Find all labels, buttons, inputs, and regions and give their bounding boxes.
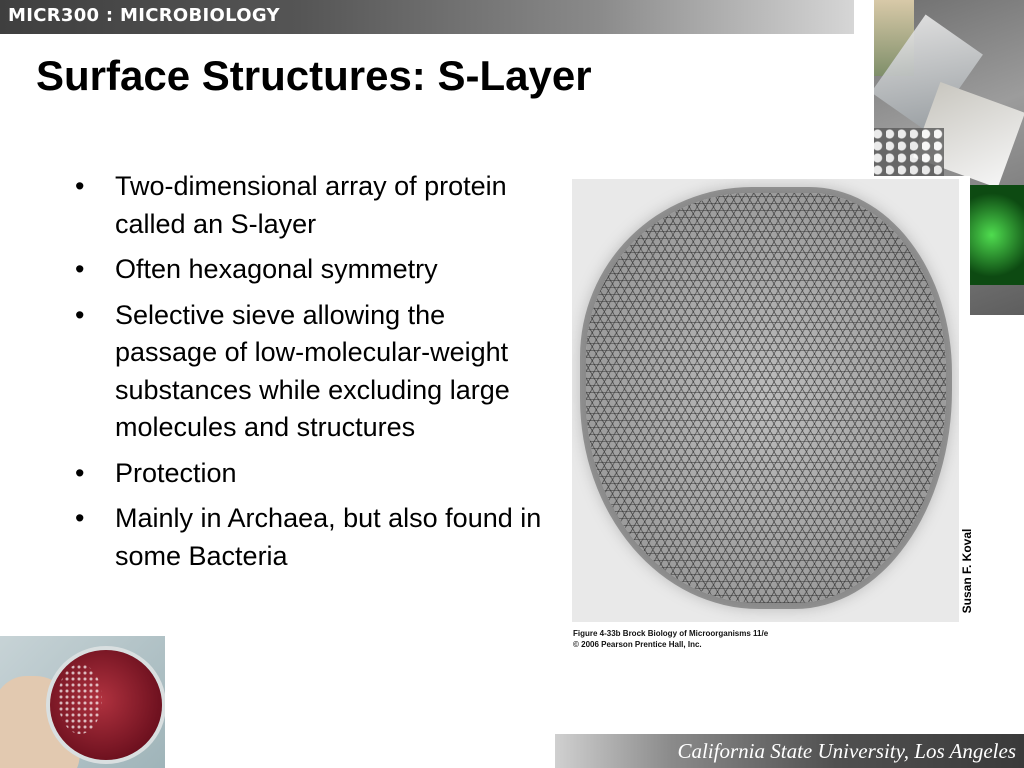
bullet-marker: • (75, 503, 85, 533)
photo-credit (954, 526, 980, 626)
photo-credit-text: Susan F. Koval (960, 528, 974, 614)
caption-line: Figure 4-33b Brock Biology of Microorganisms 11/e (573, 629, 769, 638)
bullet-text: Often hexagonal symmetry (115, 254, 438, 284)
slide-title: Surface Structures: S-Layer (36, 52, 592, 99)
bullet-text: Protection (115, 457, 237, 488)
fluorescence-photo (970, 185, 1024, 285)
bullet-list (72, 168, 542, 583)
bullet-text: Selective sieve allowing the passage of low-molecular-weight substances while excluding large molecules and structures (115, 299, 510, 442)
bullet-text: Two-dimensional array of protein called an S-layer (115, 171, 507, 239)
bullet-text: Mainly in Archaea, but also found in some Bacteria (115, 503, 542, 571)
bullet-item (72, 297, 542, 447)
footer-bar (555, 734, 1024, 768)
colony-streak (58, 664, 102, 734)
bullet-marker: • (75, 457, 85, 488)
caption-line: © 2006 Pearson Prentice Hall, Inc. (573, 640, 702, 649)
s-layer-lattice (586, 193, 946, 603)
bullet-marker: • (75, 254, 85, 284)
bullet-item (72, 500, 542, 575)
course-header-bar (0, 0, 854, 34)
bullet-marker: • (75, 171, 85, 201)
institution-name: California State University, Los Angeles (677, 739, 1016, 763)
figure-caption (573, 628, 873, 650)
bullet-item (72, 251, 542, 289)
bullet-item (72, 168, 542, 243)
bullet-marker: • (75, 299, 85, 330)
s-layer-micrograph (572, 179, 959, 622)
course-title: MICR300 : MICROBIOLOGY (8, 5, 280, 26)
petri-dish-photo (0, 636, 165, 768)
cells-photo (874, 128, 944, 176)
bullet-item (72, 455, 542, 493)
